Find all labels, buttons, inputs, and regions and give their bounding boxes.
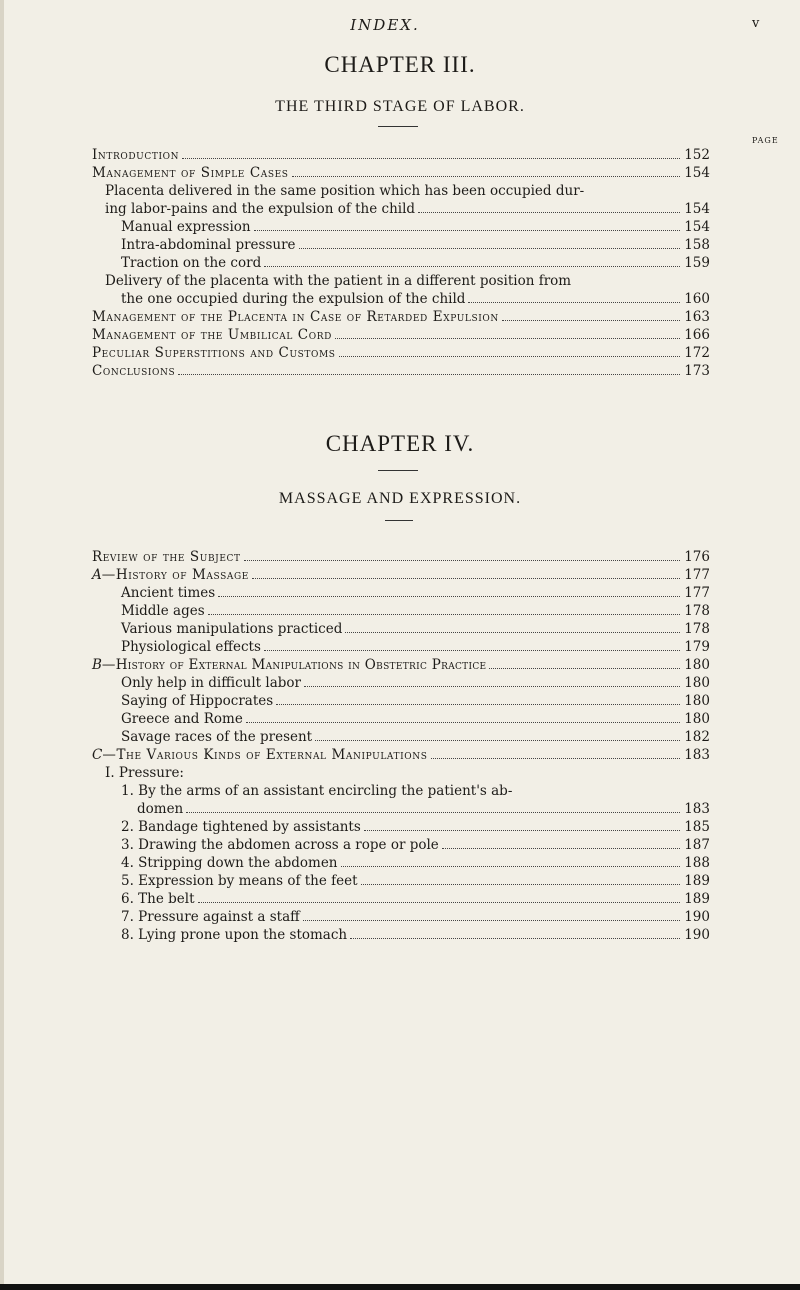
- divider-rule: [378, 470, 418, 471]
- toc-entry: Management of Simple Cases 154: [92, 165, 710, 181]
- toc-entry: Intra-abdominal pressure 158: [121, 237, 710, 253]
- toc-entry: 6. The belt 189: [121, 891, 710, 907]
- toc-entry: Greece and Rome 180: [121, 711, 710, 727]
- running-title: INDEX.: [350, 16, 420, 34]
- toc-entry: Physiological effects 179: [121, 639, 710, 655]
- page-edge-left: [0, 0, 4, 1290]
- toc-entry: B—History of External Manipulations in Obstetric Practice 180: [92, 657, 710, 673]
- toc-entry: Middle ages 178: [121, 603, 710, 619]
- toc-entry: ing labor-pains and the expulsion of the child 154: [105, 201, 710, 217]
- toc-entry: Peculiar Superstitions and Customs 172: [92, 345, 710, 361]
- toc-entry: 5. Expression by means of the feet 189: [121, 873, 710, 889]
- toc-entry: domen 183: [137, 801, 710, 817]
- toc-entry: C—The Various Kinds of External Manipulations 183: [92, 747, 710, 763]
- toc-entry: Review of the Subject 176: [92, 549, 710, 565]
- toc-entry: Only help in difficult labor 180: [121, 675, 710, 691]
- page-column-label: PAGE: [752, 136, 779, 145]
- divider-rule: [385, 520, 413, 521]
- toc-entry: Conclusions 173: [92, 363, 710, 379]
- page-edge-bottom: [0, 1284, 800, 1290]
- chapter-3-subtitle: THE THIRD STAGE OF LABOR.: [275, 98, 525, 115]
- toc-entry: 3. Drawing the abdomen across a rope or pole 187: [121, 837, 710, 853]
- toc-entry: 7. Pressure against a staff 190: [121, 909, 710, 925]
- toc-entry: Traction on the cord 159: [121, 255, 710, 271]
- toc-entry: A—History of Massage 177: [92, 567, 710, 583]
- toc-entry-line1: Delivery of the placenta with the patient in a different position from: [105, 273, 572, 289]
- toc-entry: Management of the Umbilical Cord 166: [92, 327, 710, 343]
- toc-entry: Saying of Hippocrates 180: [121, 693, 710, 709]
- chapter-4-subtitle: MASSAGE AND EXPRESSION.: [278, 490, 522, 507]
- toc-entry: 2. Bandage tightened by assistants 185: [121, 819, 710, 835]
- toc-entry: Ancient times 177: [121, 585, 710, 601]
- toc-entry: 8. Lying prone upon the stomach 190: [121, 927, 710, 943]
- toc-entry: the one occupied during the expulsion of the child 160: [121, 291, 710, 307]
- page-number: v: [752, 16, 760, 31]
- toc-entry-line1: Placenta delivered in the same position which has been occupied dur-: [105, 183, 585, 199]
- toc-entry-line1: 1. By the arms of an assistant encircling the patient's ab-: [121, 783, 513, 799]
- toc-entry: Various manipulations practiced 178: [121, 621, 710, 637]
- toc-entry: Savage races of the present 182: [121, 729, 710, 745]
- chapter-3-heading: CHAPTER III.: [324, 52, 476, 77]
- running-header: [0, 16, 800, 38]
- chapter-4-heading: CHAPTER IV.: [325, 431, 475, 456]
- toc-entry: Manual expression 154: [121, 219, 710, 235]
- toc-entry: 4. Stripping down the abdomen 188: [121, 855, 710, 871]
- toc-entry: Management of the Placenta in Case of Retarded Expulsion 163: [92, 309, 710, 325]
- divider-rule: [378, 126, 418, 127]
- toc-entry: Introduction 152: [92, 147, 710, 163]
- toc-subheading: I. Pressure:: [105, 765, 184, 781]
